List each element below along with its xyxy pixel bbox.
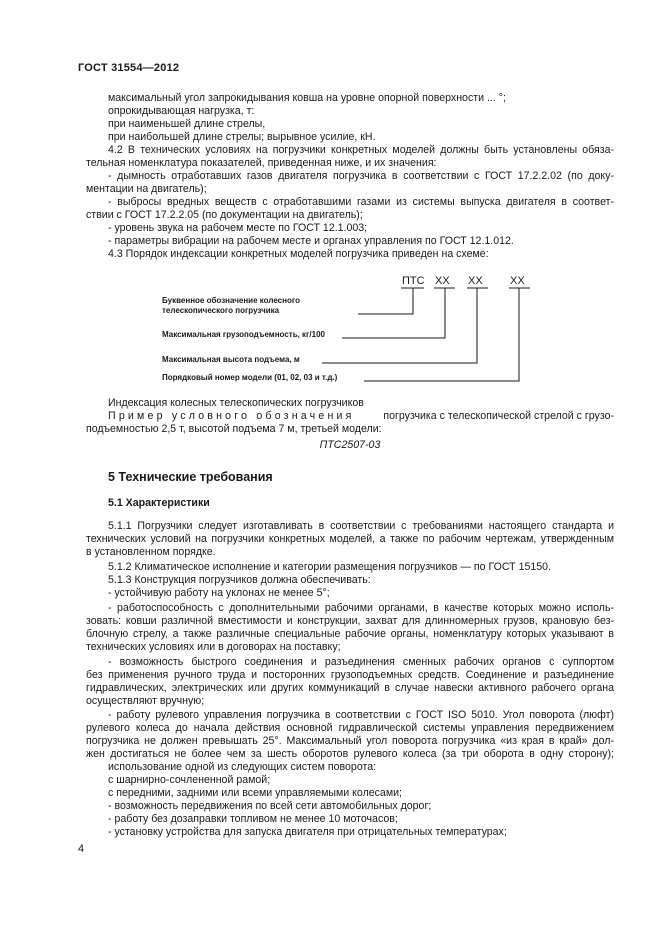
text-line: - работу без дозаправки топливом не менее 10 моточасов; xyxy=(108,813,398,825)
label-letter-code-1: Буквенное обозначение колесного xyxy=(162,296,300,305)
text-line: тельная номенклатура показателей, приведенная ниже, и их значения: xyxy=(86,157,437,169)
text-line: опрокидывающая нагрузка, т: xyxy=(108,105,255,117)
text-line: технических условиях или в договорах на поставку; xyxy=(86,641,341,653)
text-line: 5.1.1 Погрузчики следует изготавливать в соответствии с требованиями настоящего стандарта и xyxy=(108,520,614,532)
text-line: - работоспособность с дополнительными рабочими органами, в качестве которых можно исполь- xyxy=(108,602,614,614)
example-line xyxy=(108,410,614,423)
text-line: жен достигаться не более чем за шесть оборотов рулевого колеса (за три оборота в одну сторону); xyxy=(86,748,614,760)
text-line: при наибольшей длине стрелы; вырывное усилие, кН. xyxy=(108,131,376,143)
example-label: Пример условного обозначения xyxy=(108,410,355,422)
text-line: максимальный угол запрокидывания ковша на уровне опорной поверхности ... °; xyxy=(108,92,506,104)
text-line: использование одной из следующих систем поворота: xyxy=(108,761,377,773)
text-line: 5.1.2 Климатическое исполнение и категории размещения погрузчиков — по ГОСТ 15150. xyxy=(108,561,551,573)
section-title: 5 Технические требования xyxy=(108,470,273,484)
text-line: - выбросы вредных веществ с отработавшими газами из системы выпуска двигателя в соответ- xyxy=(108,196,614,208)
text-line: - параметры вибрации на рабочем месте и органах управления по ГОСТ 12.1.012. xyxy=(108,235,514,247)
text-line: 4.2 В технических условиях на погрузчики конкретных моделей должны быть установлены обяза- xyxy=(108,144,614,156)
text-line: блочную стрелу, а также различные специальные рабочие органы, номенклатуру которых указывают в xyxy=(86,628,614,640)
text-line: гидравлических, электрических или других коммуникаций в случае навески активного рабочего органа xyxy=(86,682,614,694)
leader-height xyxy=(322,288,477,363)
text-line: - уровень звука на рабочем месте по ГОСТ 12.1.003; xyxy=(108,222,368,234)
code-height: XX xyxy=(468,275,483,287)
text-line: - устойчивую работу на уклонах не менее 5°; xyxy=(108,587,330,599)
text-line: с шарнирно-сочлененной рамой; xyxy=(108,774,271,786)
text-line: 5.1.3 Конструкция погрузчиков должна обеспечивать: xyxy=(108,574,371,586)
text-line: с передними, задними или всеми управляемыми колесами; xyxy=(108,787,402,799)
diagram-caption: Индексация колесных телескопических погрузчиков xyxy=(108,397,364,409)
text-line: технических условий на погрузчики конкретных моделей, а также по рабочим чертежам, утвержденным xyxy=(86,533,614,545)
example-code: ПТС2507-03 xyxy=(319,439,381,451)
text-line: - возможность быстрого соединения и разъединения сменных рабочих органов с суппортом xyxy=(108,656,614,668)
leader-ptc xyxy=(358,288,413,314)
text-line: без применения ручного труда и посторонних грузоподъемных средств. Соединение и разъединение xyxy=(86,669,614,681)
leader-capacity xyxy=(342,288,445,338)
subsection-title: 5.1 Характеристики xyxy=(108,497,210,509)
text-line: 4.3 Порядок индексации конкретных моделей погрузчика приведен на схеме: xyxy=(108,248,489,260)
example-text: погрузчика с телескопической стрелой с грузо- xyxy=(383,410,614,422)
label-height: Максимальная высота подъема, м xyxy=(162,355,300,364)
text-line: в установленном порядке. xyxy=(86,546,216,558)
text-line: при наименьшей длине стрелы, xyxy=(108,118,266,130)
text-line: погрузчика не должен превышать 25°. Максимальный угол поворота погрузчика «из края в край» дол- xyxy=(86,735,614,747)
text-line: ствии с ГОСТ 17.2.2.05 (по документации на двигатель); xyxy=(86,209,363,221)
page-number: 4 xyxy=(78,843,85,855)
text-line: подъемностью 2,5 т, высотой подъема 7 м, третьей модели: xyxy=(86,423,382,435)
page-header: ГОСТ 31554—2012 xyxy=(78,62,180,74)
text-line: осуществляют вручную; xyxy=(86,695,205,707)
text-line: ментации на двигатель); xyxy=(86,183,207,195)
indexing-scheme-diagram xyxy=(150,270,570,390)
label-letter-code-2: телескопического погрузчика xyxy=(162,306,280,315)
leader-model xyxy=(364,288,519,381)
text-line: - работу рулевого управления погрузчика в соответствии с ГОСТ ISO 5010. Угол поворота (люфт) xyxy=(108,709,614,721)
text-line: - установку устройства для запуска двигателя при отрицательных температурах; xyxy=(108,826,507,838)
text-line: зовать: ковши различной вместимости и конструкции, захват для длинномерных грузов, крановую без- xyxy=(86,615,614,627)
code-capacity: XX xyxy=(435,275,450,287)
code-ptc: ПТС xyxy=(402,275,425,287)
code-model: XX xyxy=(510,275,525,287)
label-capacity: Максимальная грузоподъемность, кг/100 xyxy=(162,330,325,339)
text-line: - возможность передвижения по всей сети автомобильных дорог; xyxy=(108,800,432,812)
text-line: рулевого колеса до начала действия основной гидравлической системы управления передвижением xyxy=(86,722,614,734)
label-model-number: Порядковый номер модели (01, 02, 03 и т.д.) xyxy=(162,373,338,382)
text-line: - дымность отработавших газов двигателя погрузчика в соответствии с ГОСТ 17.2.2.02 (по доку- xyxy=(108,170,614,182)
